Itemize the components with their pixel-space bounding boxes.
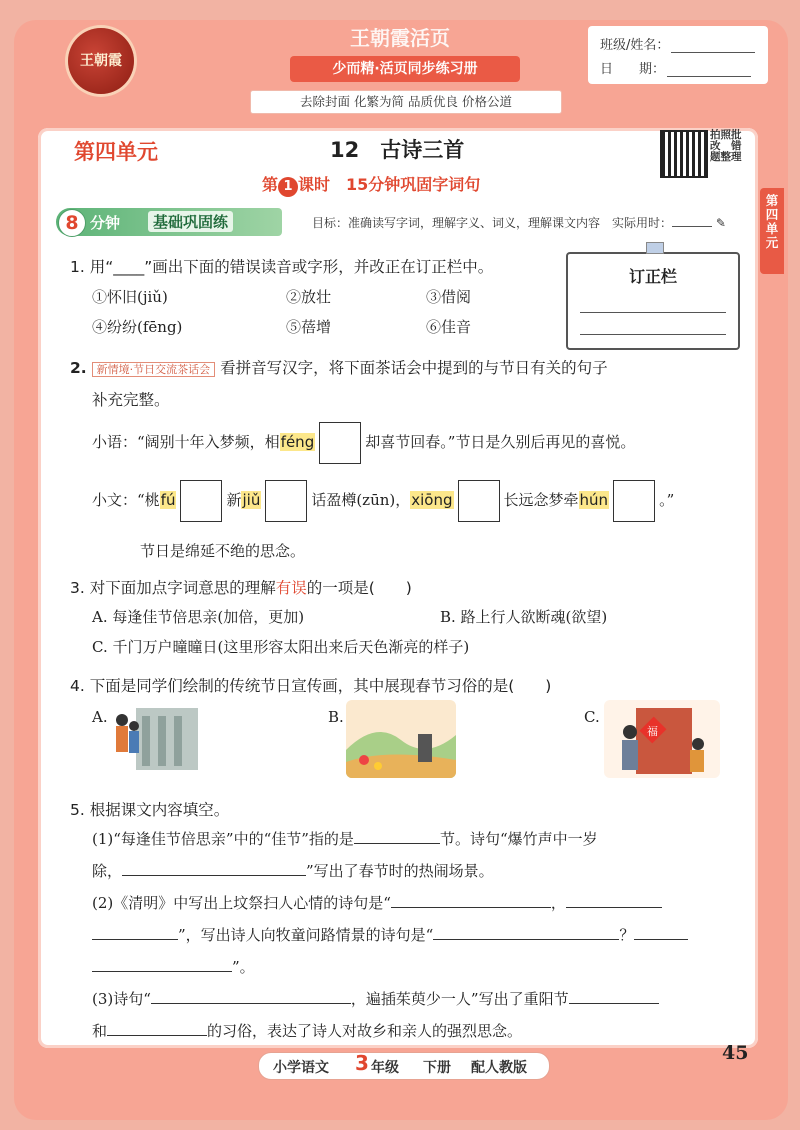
- q5-3-line-a: (3)诗句“ ，遍插茱萸少一人”写出了重阳节: [92, 988, 659, 1009]
- q5-blank[interactable]: [354, 843, 440, 844]
- qr-label: 拍照批改 错题整理: [710, 129, 742, 163]
- correction-title: 订正栏: [628, 267, 677, 286]
- correction-line[interactable]: [580, 312, 726, 313]
- climbing-picture[interactable]: [346, 700, 456, 778]
- q1-text: 1. 用“____”画出下面的错误读音或字形，并改正在订正栏中。: [70, 258, 494, 276]
- page-number: 45: [722, 1042, 749, 1064]
- spring-festival-picture[interactable]: [604, 700, 720, 778]
- session-title: 第 1 课时 15分钟巩固字词句: [262, 172, 480, 197]
- time-field[interactable]: [672, 226, 712, 227]
- correction-box[interactable]: [566, 252, 740, 350]
- q5-1-line-b: 除， ”写出了春节时的热闹场景。: [92, 862, 494, 880]
- q1-option-6: ⑥佳音: [426, 318, 472, 336]
- q5-blank[interactable]: [92, 971, 232, 972]
- fu-character: 福: [647, 725, 658, 738]
- q4-option-a-label[interactable]: A.: [92, 708, 108, 726]
- q5-2-line-b: ”，写出诗人向牧童问路情景的诗句是“ ？: [92, 924, 688, 945]
- q4-text: 4. 下面是同学们绘制的传统节日宣传画，其中展现春节习俗的是( ): [70, 677, 552, 695]
- footer-badge: [258, 1052, 550, 1080]
- q1-option-5: ⑤蓓增: [286, 318, 332, 336]
- footer-subject: 小学语文: [273, 1060, 329, 1076]
- section-name: 基础巩固练: [148, 211, 233, 232]
- q5-3-line-b: 和 的习俗，表达了诗人对故乡和亲人的强烈思念。: [92, 1022, 523, 1040]
- brand-title: 王朝霞活页: [350, 26, 450, 50]
- answer-box[interactable]: [319, 422, 361, 464]
- side-tab-unit: 第四单元: [760, 188, 784, 274]
- q5-blank[interactable]: [433, 939, 619, 940]
- class-name-label: 班级/姓名：: [600, 38, 670, 53]
- pencil-icon: ✎: [715, 216, 726, 230]
- q1-option-4: ④纷纷(fēng): [92, 318, 183, 336]
- brand-logo: 王朝霞: [68, 28, 134, 94]
- tomb-sweeping-picture[interactable]: [108, 700, 200, 776]
- q5-blank[interactable]: [92, 939, 178, 940]
- q3-text: 3. 对下面加点字词意思的理解有误的一项是( ): [70, 579, 412, 597]
- q5-1-line-a: (1)“每逢佳节倍思亲”中的“佳节”指的是 节。诗句“爆竹声中一岁: [92, 830, 598, 848]
- student-info-box: [588, 26, 768, 84]
- q3-option-a[interactable]: A. 每逢佳节倍思亲(加倍，更加): [92, 608, 305, 626]
- unit-label: 第四单元: [74, 140, 158, 164]
- slogan: 去除封面 化繁为简 品质优良 价格公道: [250, 90, 562, 114]
- date-field[interactable]: [667, 62, 751, 77]
- q1-option-1: ①怀旧(jiǔ): [92, 288, 168, 306]
- q5-blank[interactable]: [634, 939, 688, 940]
- q5-blank[interactable]: [107, 1035, 207, 1036]
- lesson-title: 12 古诗三首: [330, 138, 465, 162]
- answer-box[interactable]: [265, 480, 307, 522]
- q5-blank[interactable]: [566, 907, 662, 908]
- qr-code-icon[interactable]: [660, 130, 708, 178]
- answer-box[interactable]: [613, 480, 655, 522]
- q2-line-2: 小文：“桃fú 新jiǔ 话盈樽(zūn)，xiōng 长远念梦牵hún 。”: [92, 478, 674, 522]
- section-bar: [56, 208, 282, 236]
- q2-line-1: 小语：“阔别十年入梦频，相féng 却喜节回春。”节日是久别后再见的喜悦。: [92, 420, 635, 464]
- footer-grade-num: 3: [355, 1051, 369, 1075]
- brand-subtitle: 少而精·活页同步练习册: [290, 56, 520, 82]
- minutes-label: 分钟: [90, 214, 121, 232]
- date-label: 日 期：: [600, 62, 666, 77]
- q5-blank[interactable]: [569, 1003, 659, 1004]
- answer-box[interactable]: [458, 480, 500, 522]
- q5-2-line-a: (2)《清明》中写出上坟祭扫人心情的诗句是“ ，: [92, 892, 662, 913]
- q5-blank[interactable]: [122, 875, 306, 876]
- q3-option-b[interactable]: B. 路上行人欲断魂(欲望): [440, 608, 608, 626]
- q2-header: 2. 新情境·节日交流茶话会 看拼音写汉字，将下面茶话会中提到的与节日有关的句子: [70, 359, 608, 377]
- q2-text-cont: 补充完整。: [92, 391, 170, 409]
- footer-edition: 配人教版: [471, 1060, 527, 1076]
- q4-option-c-label[interactable]: C.: [584, 708, 600, 726]
- q3-option-c[interactable]: C. 千门万户曈曈日(这里形容太阳出来后天色渐亮的样子): [92, 638, 470, 656]
- scene-tag: 新情境·节日交流茶话会: [92, 362, 216, 377]
- q4-option-b-label[interactable]: B.: [328, 708, 344, 726]
- class-name-field[interactable]: [671, 38, 755, 53]
- session-number: 1: [278, 177, 298, 197]
- goal-text: 目标：准确读写字词，理解字义、词义，理解课文内容 实际用时： ✎: [312, 216, 726, 230]
- q1-option-3: ③借阅: [426, 288, 472, 306]
- q5-blank[interactable]: [391, 907, 551, 908]
- q1-option-2: ②放壮: [286, 288, 332, 306]
- answer-box[interactable]: [180, 480, 222, 522]
- footer-term: 下册: [423, 1060, 451, 1076]
- minutes-badge: 8: [58, 209, 86, 237]
- q5-2-line-c: ”。: [92, 956, 255, 977]
- q5-blank[interactable]: [151, 1003, 351, 1004]
- footer-grade-label: 年级: [371, 1060, 399, 1076]
- correction-line[interactable]: [580, 334, 726, 335]
- q5-text: 5. 根据课文内容填空。: [70, 801, 230, 819]
- q2-line-3: 节日是绵延不绝的思念。: [140, 542, 306, 560]
- clip-icon: [646, 242, 664, 254]
